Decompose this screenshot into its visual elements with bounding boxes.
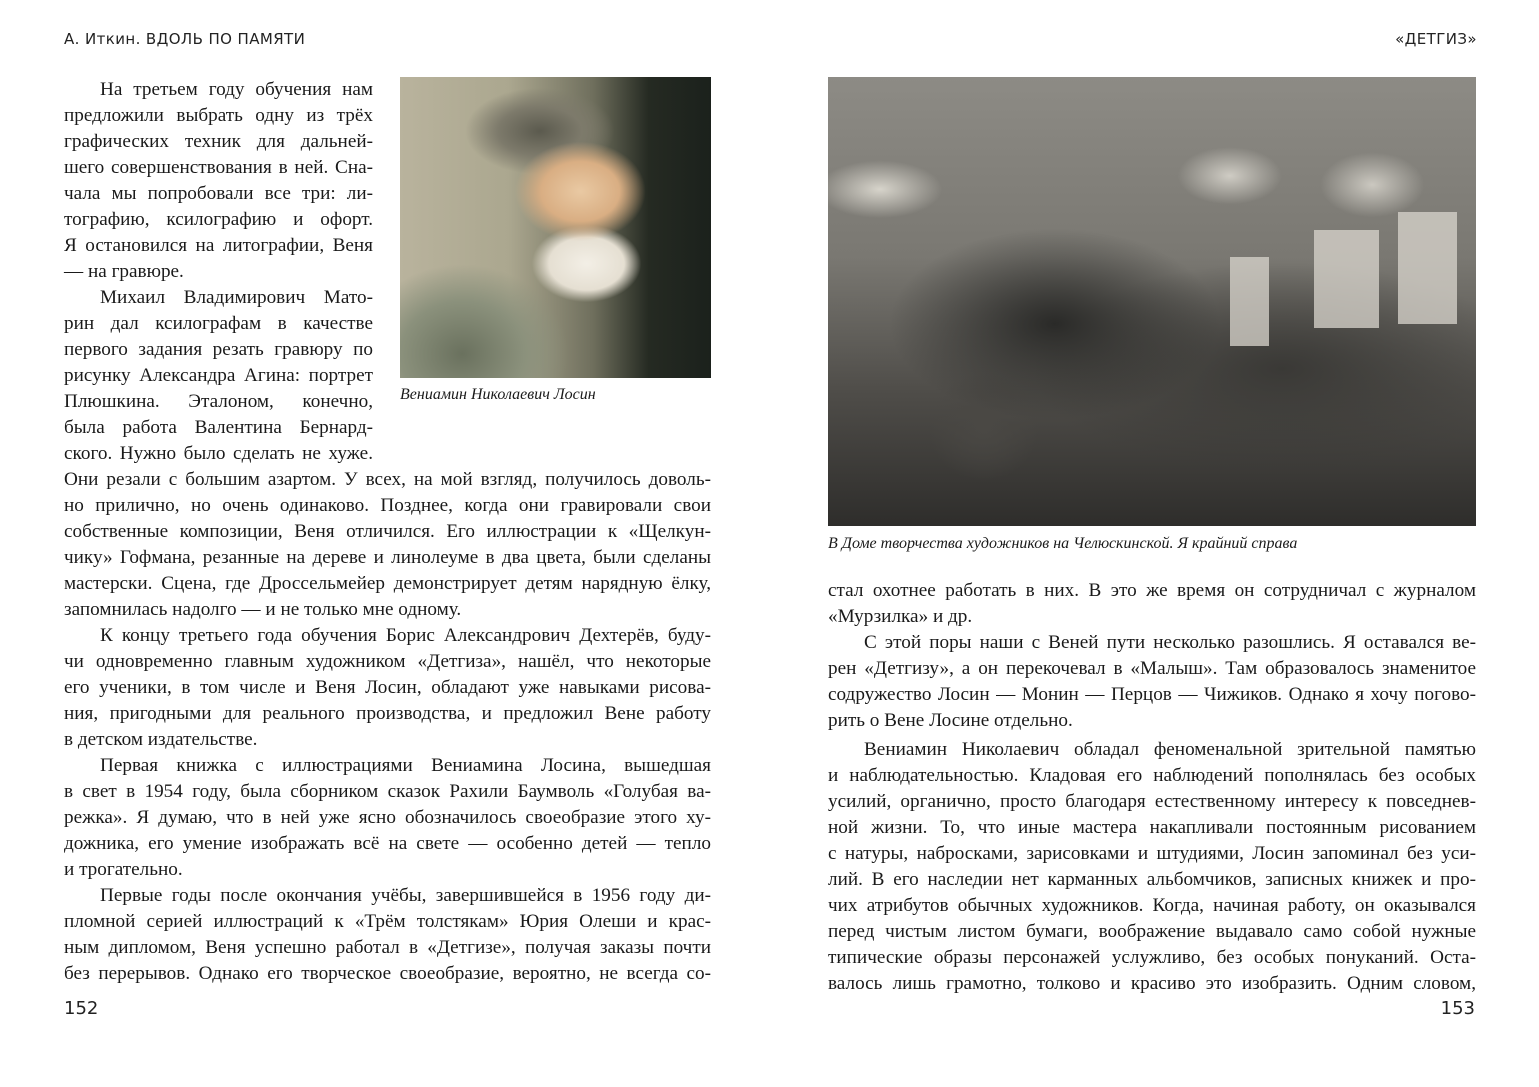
- text-line: К концу третьего года обучения Борис Александрович Дехтерёв, буду-: [100, 625, 711, 646]
- text-line: чи одновременно главным художником «Детгиза», нашёл, что некоторые: [64, 651, 711, 672]
- text-line: рен «Детгизу», а он перекочевал в «Малыш». Там образовалось знаменитое: [828, 658, 1476, 679]
- text-line: рин дал ксилографам в качестве: [64, 313, 373, 334]
- text-line: его ученики, в том числе и Веня Лосин, обладают уже навыками рисова-: [64, 677, 711, 698]
- text-line: С этой поры наши с Веней пути несколько разошлись. Я оставался ве-: [864, 632, 1476, 653]
- text-line: но прилично, но очень одинаково. Позднее, когда они гравировали свои: [64, 495, 711, 516]
- portrait-caption: Вениамин Николаевич Лосин: [400, 386, 596, 403]
- text-line: Они резали с большим азартом. У всех, на мой взгляд, получилось доволь-: [64, 469, 711, 490]
- text-line: в свет в 1954 году, была сборником сказок Рахили Баумволь «Голубая ва-: [64, 781, 711, 802]
- text-line: рисунку Александра Агина: портрет: [64, 365, 373, 386]
- text-line: Плюшкина. Эталоном, конечно,: [64, 391, 373, 412]
- text-line: пломной серией иллюстраций к «Трём толстякам» Юрия Олеши и крас-: [64, 911, 711, 932]
- text-line: без перерывов. Однако его творческое своеобразие, вероятно, не всегда со-: [64, 963, 711, 984]
- text-line: перед чистым листом бумаги, воображение выдавало само собой нужные: [828, 921, 1476, 942]
- text-line: мастерски. Сцена, где Дроссельмейер демонстрирует детям нарядную ёлку,: [64, 573, 711, 594]
- text-line: содружество Лосин — Монин — Перцов — Чижиков. Однако я хочу погово-: [828, 684, 1476, 705]
- text-line: Первая книжка с иллюстрациями Вениамина Лосина, вышедшая: [100, 755, 711, 776]
- text-line: была работа Валентина Бернард-: [64, 417, 373, 438]
- running-head-right: «ДЕТГИЗ»: [1395, 30, 1477, 48]
- text-line: стал охотнее работать в них. В это же время он сотрудничал с журналом: [828, 580, 1476, 601]
- photo-caption: В Доме творчества художников на Челюскинской. Я крайний справа: [828, 535, 1298, 552]
- text-line: дожника, его умение изображать всё на свете — особенно детей — тепло: [64, 833, 711, 854]
- group-photo-image: [828, 77, 1476, 526]
- page-number-left: 152: [64, 998, 99, 1019]
- text-line: и наблюдательностью. Кладовая его наблюдений пополнялась без особых: [828, 765, 1476, 786]
- text-line: На третьем году обучения нам: [100, 79, 373, 100]
- text-line: ным дипломом, Веня успешно работал в «Детгизе», получая заказы почти: [64, 937, 711, 958]
- text-line: — на гравюре.: [64, 261, 184, 282]
- text-line: лий. В его наследии нет карманных альбомчиков, записных книжек и про-: [828, 869, 1476, 890]
- text-line: в детском издательстве.: [64, 729, 258, 750]
- text-line: Первые годы после окончания учёбы, завершившейся в 1956 году ди-: [100, 885, 711, 906]
- text-line: валось лишь грамотно, толково и красиво это изобразить. Одним словом,: [828, 973, 1476, 994]
- text-line: чих атрибутов обычных художников. Когда, начиная работу, он оказывался: [828, 895, 1476, 916]
- text-line: с натуры, набросками, зарисовками и штудиями, Лосин запоминал без уси-: [828, 843, 1476, 864]
- text-line: и трогательно.: [64, 859, 183, 880]
- text-line: шего совершенствования в ней. Сна-: [64, 157, 373, 178]
- text-line: Я остановился на литографии, Веня: [64, 235, 373, 256]
- running-head-left: А. Иткин. ВДОЛЬ ПО ПАМЯТИ: [64, 30, 306, 48]
- text-line: чику» Гофмана, резанные на дереве и линолеуме в два цвета, были сделаны: [64, 547, 711, 568]
- text-line: ния, пригодными для реального производства, и предложил Вене работу: [64, 703, 711, 724]
- text-line: графических техник для дальней-: [64, 131, 373, 152]
- text-line: предложили выбрать одну из трёх: [64, 105, 373, 126]
- text-line: Михаил Владимирович Мато-: [100, 287, 373, 308]
- text-line: усилий, органично, просто благодаря естественному интересу к повседнев-: [828, 791, 1476, 812]
- text-line: ского. Нужно было сделать не хуже.: [64, 443, 373, 464]
- text-line: типические образы персонажей услужливо, без особых понуканий. Оста-: [828, 947, 1476, 968]
- text-line: тографию, ксилографию и офорт.: [64, 209, 373, 230]
- text-line: чала мы попробовали все три: ли-: [64, 183, 373, 204]
- text-line: рить о Вене Лосине отдельно.: [828, 710, 1073, 731]
- text-line: собственные композиции, Веня отличился. Его иллюстрации к «Щелкун-: [64, 521, 711, 542]
- text-line: запомнилась надолго — и не только мне одному.: [64, 599, 462, 620]
- page-number-right: 153: [1440, 998, 1475, 1019]
- text-line: «Мурзилка» и др.: [828, 606, 973, 627]
- text-line: первого задания резать гравюру по: [64, 339, 373, 360]
- text-line: Вениамин Николаевич обладал феноменальной зрительной памятью: [864, 739, 1476, 760]
- text-line: ной жизни. То, что иные мастера накапливали постоянным рисованием: [828, 817, 1476, 838]
- text-line: режка». Я думаю, что в ней уже ясно обозначилось своеобразие этого ху-: [64, 807, 711, 828]
- portrait-watercolor-image: [400, 77, 711, 378]
